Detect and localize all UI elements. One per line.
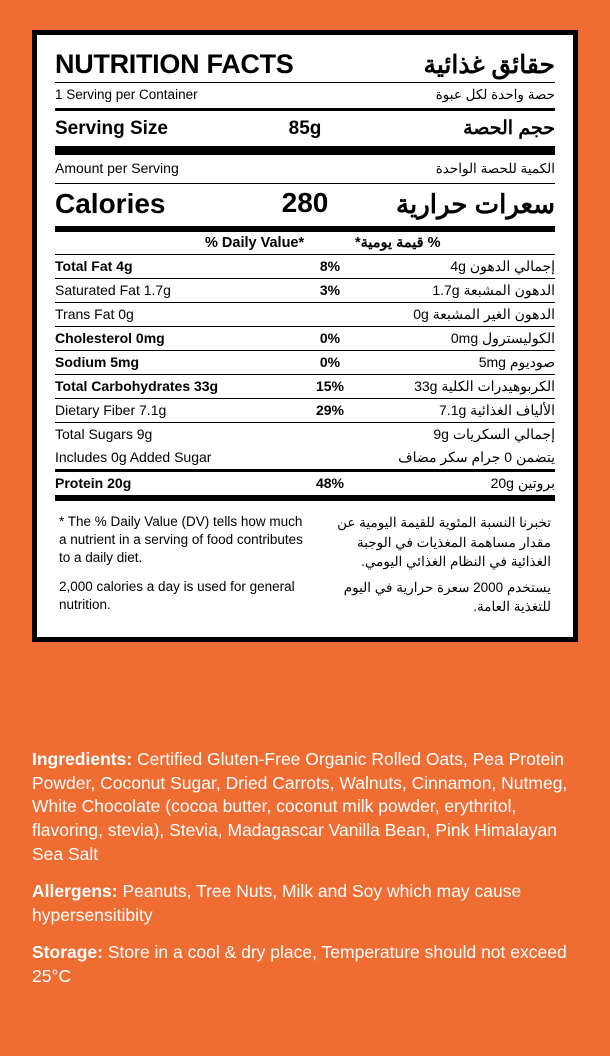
nutrient-percent: 15%	[290, 375, 370, 399]
nutrient-name: Saturated Fat 1.7g	[55, 279, 290, 303]
ingredients-label: Ingredients:	[32, 749, 133, 769]
nutrient-name-arabic: صوديوم 5mg	[370, 351, 555, 375]
servings-per-container-row	[55, 83, 555, 108]
nutrient-name: Includes 0g Added Sugar	[55, 449, 212, 465]
storage-label: Storage:	[32, 942, 103, 963]
calories-label-arabic: سعرات حرارية	[396, 188, 555, 219]
label-title-row	[55, 49, 555, 80]
nutrient-percent: 0%	[290, 351, 370, 375]
table-row	[55, 351, 555, 375]
table-row	[55, 279, 555, 303]
table-row	[55, 255, 555, 279]
amount-per-serving-ar: الكمية للحصة الواحدة	[435, 161, 555, 176]
nutrient-name: Trans Fat 0g	[55, 303, 290, 327]
bottom-info-section	[32, 748, 584, 1003]
nutrient-percent: 48%	[290, 471, 370, 496]
footnote-daily-value-en: * The % Daily Value (DV) tells how much a nutrient in a serving of food contributes to a daily diet.	[59, 514, 303, 565]
nutrient-percent	[290, 446, 370, 471]
table-row	[55, 327, 555, 351]
page-title: NUTRITION FACTS	[55, 49, 294, 79]
table-row	[55, 399, 555, 423]
nutrient-name-arabic: إجمالي الدهون 4g	[370, 255, 555, 279]
daily-value-header-en: % Daily Value*	[205, 235, 305, 251]
ingredients-paragraph	[32, 748, 584, 866]
amount-per-serving-en: Amount per Serving	[55, 160, 179, 176]
nutrient-name-arabic: الدهون الغير المشبعة 0g	[370, 303, 555, 327]
table-row	[55, 423, 555, 447]
nutrient-name-arabic: الدهون المشبعة 1.7g	[370, 279, 555, 303]
table-row	[55, 303, 555, 327]
nutrient-name: Total Fat 4g	[55, 255, 290, 279]
nutrient-name-arabic: إجمالي السكريات 9g	[370, 423, 555, 447]
serving-size-value: 85g	[288, 117, 322, 139]
allergens-paragraph	[32, 880, 584, 927]
servings-per-container-en: 1 Serving per Container	[55, 87, 198, 102]
nutrient-name: Total Sugars 9g	[55, 423, 290, 447]
nutrient-name: Protein 20g	[55, 471, 290, 496]
storage-paragraph	[32, 941, 584, 988]
nutrient-name: Dietary Fiber 7.1g	[55, 399, 290, 423]
footnote-block-1	[55, 501, 555, 578]
serving-size-label-arabic: حجم الحصة	[463, 118, 555, 139]
daily-value-header-row	[55, 232, 555, 254]
nutrition-facts-panel	[32, 30, 578, 642]
nutrient-name-arabic: بروتين 20g	[370, 471, 555, 496]
allergens-text: Peanuts, Tree Nuts, Milk and Soy which may cause hypersensitibity	[32, 881, 522, 925]
nutrient-name-arabic: الكوليسترول 0mg	[370, 327, 555, 351]
footnote-calories-en: 2,000 calories a day is used for general nutrition.	[59, 578, 295, 612]
calories-value: 280	[281, 187, 329, 218]
nutrient-name-arabic: الألياف الغذائية 7.1g	[370, 399, 555, 423]
footnote-daily-value-ar: تخبرنا النسبة المئوية للقيمة اليومية عن مقدار مساهمة المغذيات في الوجبة الغذائية في النظام الغذائي اليومي.	[337, 515, 551, 570]
footnote-block-2	[55, 578, 555, 627]
allergens-label: Allergens:	[32, 881, 118, 902]
nutrient-name: Cholesterol 0mg	[55, 327, 290, 351]
calories-row	[55, 184, 555, 226]
table-row	[55, 446, 555, 471]
storage-text: Store in a cool & dry place, Temperature should not exceed 25°C	[32, 942, 567, 986]
serving-size-row	[55, 111, 555, 146]
nutrient-table	[55, 254, 555, 495]
nutrient-percent: 29%	[290, 399, 370, 423]
servings-per-container-ar: حصة واحدة لكل عبوة	[435, 87, 555, 102]
nutrient-name: Total Carbohydrates 33g	[55, 375, 290, 399]
nutrient-name-arabic: يتضمن 0 جرام سكر مضاف	[398, 449, 555, 465]
nutrient-percent: 3%	[290, 279, 370, 303]
page-title-arabic: حقائق غذائية	[423, 50, 555, 79]
table-row	[55, 471, 555, 496]
nutrient-percent	[290, 423, 370, 447]
serving-size-label: Serving Size	[55, 117, 168, 139]
nutrient-percent: 8%	[290, 255, 370, 279]
calories-label: Calories	[55, 188, 166, 219]
ingredients-text: Certified Gluten-Free Organic Rolled Oats, Pea Protein Powder, Coconut Sugar, Dried Carrots, Walnuts, Cinnamon, Nutmeg, White Chocolate (cocoa butter, coconut milk powder, erythritol, flavoring, stevia), Stevia, Madagascar Vanilla Bean, Pink Himalayan Sea Salt	[32, 749, 568, 864]
amount-per-serving-row	[55, 155, 555, 183]
nutrient-name-arabic: الكربوهيدرات الكلية 33g	[370, 375, 555, 399]
nutrient-percent	[290, 303, 370, 327]
nutrient-percent: 0%	[290, 327, 370, 351]
daily-value-header-ar: % قيمة يومية*	[355, 235, 441, 251]
table-row	[55, 375, 555, 399]
divider-thick-above-amount	[55, 146, 555, 155]
nutrient-name: Sodium 5mg	[55, 351, 290, 375]
footnote-calories-ar: يستخدم 2000 سعرة حرارية في اليوم للتغذية العامة.	[343, 579, 551, 615]
